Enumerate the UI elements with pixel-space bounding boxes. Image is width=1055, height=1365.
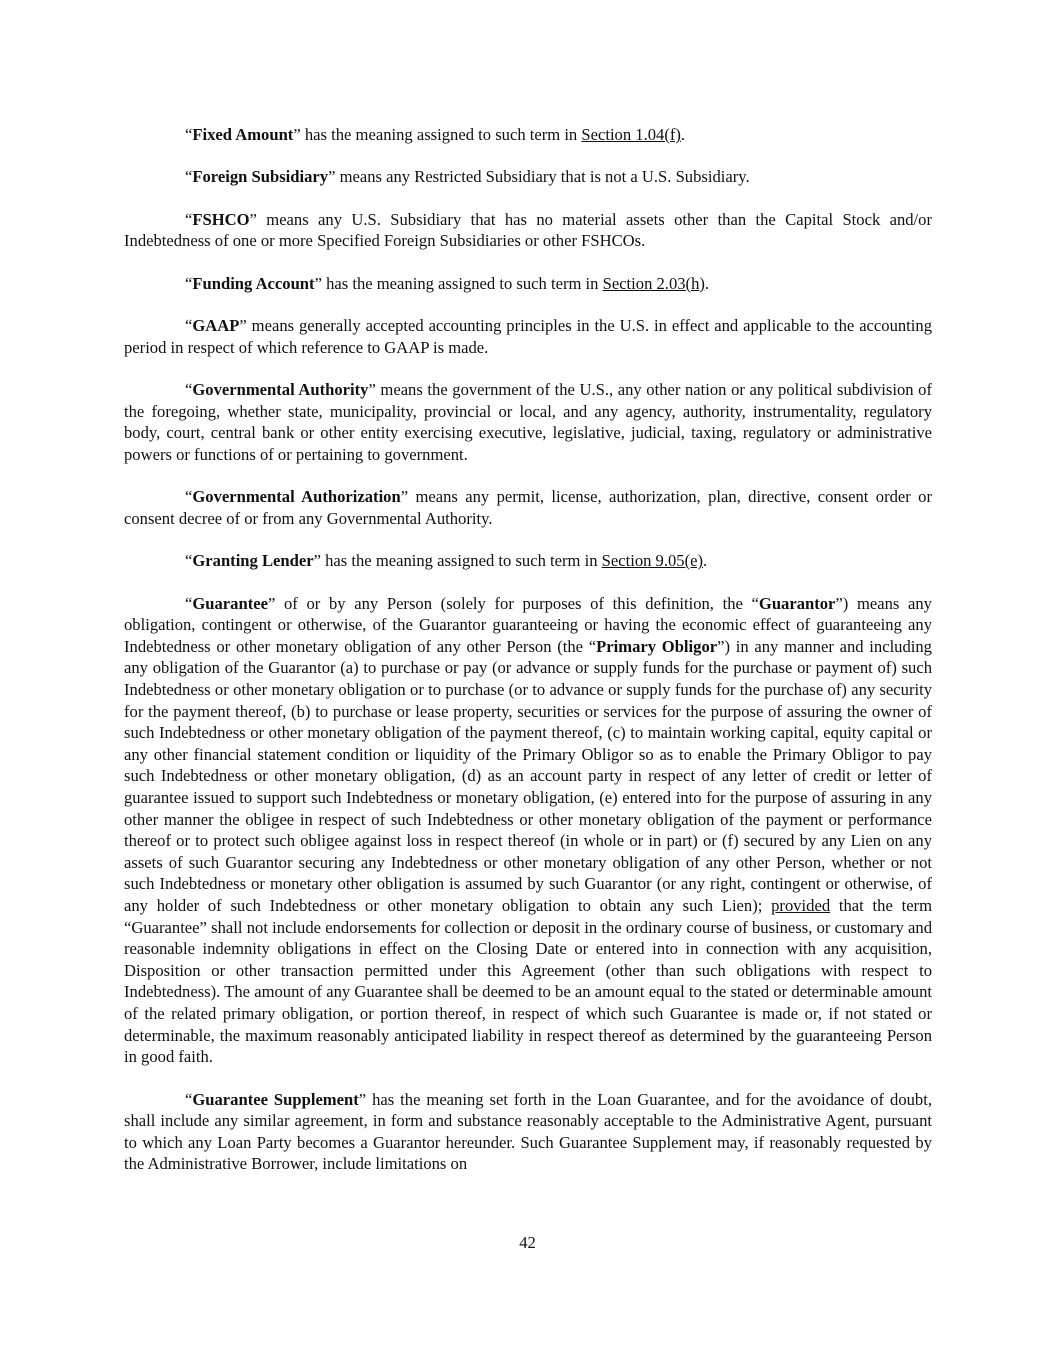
open-quote: “ (185, 1089, 193, 1109)
definition-text: has the meaning assigned to such term in (320, 551, 602, 571)
definition-governmental-authority (124, 379, 932, 465)
section-reference-link[interactable]: Section 2.03(h) (602, 273, 705, 293)
definition-text-end: . (680, 125, 686, 144)
defined-term-primary-obligor: Primary Obligor (596, 636, 718, 656)
close-quote: ” (328, 167, 336, 187)
defined-term: Guarantee Supplement (192, 1089, 359, 1109)
definition-text-end: . (703, 551, 708, 571)
definition-guarantee (124, 593, 932, 1068)
open-quote: “ (185, 273, 193, 293)
definition-text: ”) means any obligation, contingent or otherwise, of the Guarantor guaranteeing or having the economic effect of guaranteeing any Indebtedness or other monetary obligation of any other Person (the “ (124, 593, 932, 656)
definition-text: has the meaning assigned to such term in (321, 273, 603, 293)
defined-term: Foreign Subsidiary (192, 167, 329, 187)
defined-term: Governmental Authorization (192, 487, 401, 507)
open-quote: “ (185, 551, 193, 571)
open-quote: “ (185, 167, 193, 187)
definition-text: means any permit, license, authorization, plan, directive, consent order or consent decree of or from any Governmental Authority. (124, 487, 932, 528)
open-quote: “ (185, 593, 193, 613)
definition-guarantee-supplement (124, 1089, 932, 1175)
definition-text-end: . (704, 273, 710, 293)
definition-granting-lender (124, 550, 932, 572)
close-quote: ” (314, 273, 322, 293)
definition-text: means any U.S. Subsidiary that has no material assets other than the Capital Stock and/or Indebtedness of one or more Specified Foreign Subsidiaries or other FSHCOs. (124, 209, 932, 251)
definition-fixed-amount (124, 124, 932, 146)
definition-text: means any Restricted Subsidiary that is not a U.S. Subsidiary. (335, 167, 750, 187)
close-quote: ” (313, 551, 321, 571)
defined-term: Guarantee (192, 593, 268, 613)
definition-gaap (124, 315, 932, 358)
defined-term: Funding Account (192, 273, 315, 293)
section-reference-link[interactable]: Section 1.04(f) (581, 125, 681, 144)
open-quote: “ (185, 487, 193, 507)
close-quote: ” (358, 1089, 367, 1109)
defined-term: Governmental Authority (192, 380, 369, 400)
definition-text: has the meaning assigned to such term in (300, 125, 582, 144)
defined-term: Granting Lender (192, 551, 314, 571)
open-quote: “ (185, 380, 193, 400)
page-number: 42 (519, 1233, 536, 1252)
close-quote: ” (239, 316, 247, 336)
open-quote: “ (185, 209, 193, 229)
definition-funding-account (124, 273, 932, 295)
close-quote: ” (267, 593, 276, 613)
open-quote: “ (185, 316, 193, 336)
definition-text: of or by any Person (solely for purposes of this definition, the “ (275, 593, 759, 613)
provided-underlined-word: provided (771, 896, 831, 915)
definition-text: ”) in any manner and including any obligation of the Guarantor (a) to purchase or pay (or advance or supply funds for the purchase or payment of) such Indebtedness or other monetary obligation or to purchase (or to advance or supply funds for the purchase of) any security for the payment thereof, (b) to purchase or lease property, securities or services for the purpose of assuring the owner of such Indebtedness or other monetary obligation of the payment thereof, (c) to maintain working capital, equity capital or any other financial statement condition or liquidity of the Primary Obligor so as to enable the Primary Obligor to pay such Indebtedness or other monetary obligation, (d) as an account party in respect of any letter of credit or letter of guarantee issued to support such Indebtedness or monetary obligation, (e) entered into for the purpose of assuring in any other manner the obligee in respect of such Indebtedness or other monetary obligation of the payment or performance thereof or to protect such obligee against loss in respect thereof (in whole or in part) or (f) secured by any Lien on any assets of such Guarantor securing any Indebtedness or other monetary obligation of any other Person, whether or not such Indebtedness or monetary other obligation is assumed by such Guarantor (or any right, contingent or otherwise, of any holder of such Indebtedness or other monetary obligation to obtain any such Lien); (124, 636, 932, 915)
close-quote: ” (400, 487, 409, 507)
defined-term: GAAP (192, 316, 240, 336)
definition-governmental-authorization (124, 486, 932, 529)
document-page (124, 124, 932, 1175)
close-quote: ” (293, 125, 301, 144)
definition-text: means the government of the U.S., any other nation or any political subdivision of the foregoing, whether state, municipality, provincial or local, and any agency, authority, instrumentality, regulatory body, court, central bank or other entity exercising executive, legislative, judicial, taxing, regulatory or administrative powers or functions of or pertaining to government. (124, 380, 932, 464)
close-quote: ” (368, 380, 376, 400)
defined-term-guarantor: Guarantor (758, 593, 836, 613)
definition-fshco (124, 209, 932, 252)
close-quote: ” (249, 209, 257, 229)
definition-foreign-subsidiary (124, 166, 932, 188)
definition-text: that the term “Guarantee” shall not include endorsements for collection or deposit in the ordinary course of business, or customary and reasonable indemnity obligations in effect on the Closing Date or entered into in connection with any acquisition, Disposition or other transaction permitted under this Agreement (other than such obligations with respect to Indebtedness). The amount of any Guarantee shall be deemed to be an amount equal to the stated or determinable amount of the related primary obligation, or portion thereof, in respect of which such Guarantee is made or, if not stated or determinable, the maximum reasonably anticipated liability in respect thereof as determined by the guaranteeing Person in good faith. (124, 896, 932, 1067)
defined-term: Fixed Amount (192, 125, 294, 144)
definition-text: has the meaning set forth in the Loan Guarantee, and for the avoidance of doubt, shall include any similar agreement, in form and substance reasonably acceptable to the Administrative Agent, pursuant to which any Loan Party becomes a Guarantor hereunder. Such Guarantee Supplement may, if reasonably requested by the Administrative Borrower, include limitations on (124, 1089, 932, 1174)
definition-text: means generally accepted accounting principles in the U.S. in effect and applicable to the accounting period in respect of which reference to GAAP is made. (124, 316, 932, 357)
section-reference-link[interactable]: Section 9.05(e) (601, 551, 704, 571)
open-quote: “ (185, 125, 193, 144)
defined-term: FSHCO (192, 209, 250, 229)
